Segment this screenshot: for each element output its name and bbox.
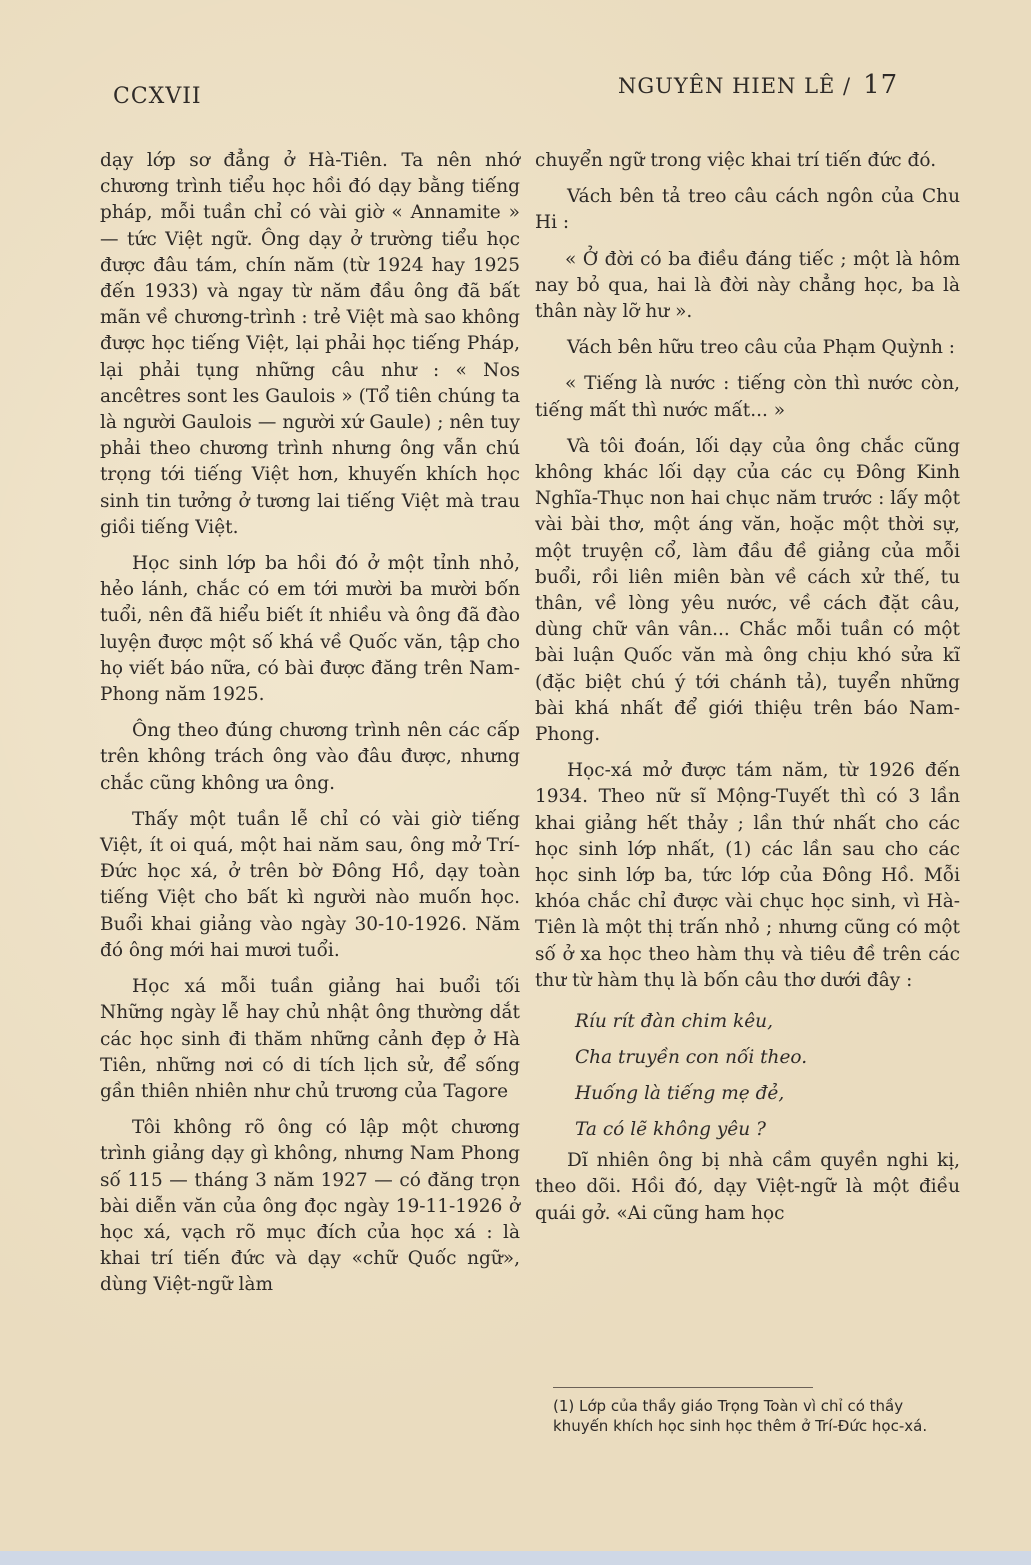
quotation: « Ở đời có ba điều đáng tiếc ; một là hôm nay bỏ qua, hai là đời này chẳng học, ba là thân này lỡ hư ». — [535, 248, 960, 323]
paragraph: chuyển ngữ trong việc khai trí tiến đức đó. — [535, 150, 937, 171]
paragraph: Ông theo đúng chương trình nên các cấp trên không trách ông vào đâu được, nhưng chắc cũng không ưa ông. — [100, 720, 520, 794]
footnote-divider — [553, 1387, 813, 1388]
scan-edge — [0, 1551, 1031, 1565]
paragraph: Thấy một tuần lễ chỉ có vài giờ tiếng Việt, ít oi quá, một hai năm sau, ông mở Trí-Đức học xá, ở trên bờ Đông Hồ, dạy toàn tiếng Việt cho bất kì người nào muốn học. Buổi khai giảng vào ngày 30-10-1926. Năm đó ông mới hai mươi tuổi. — [100, 808, 520, 961]
paragraph: Học-xá mở được tám năm, từ 1926 đến 1934. Theo nữ sĩ Mộng-Tuyết thì có 3 lần khai giảng hết thảy ; lần thứ nhất cho các học sinh lớp nhất, (1) các lần sau cho các học sinh lớp ba, tức lớp của Đông Hồ. Mỗi khóa chắc chỉ được vài chục học sinh, vì Hà-Tiên là một thị trấn nhỏ ; nhưng cũng có một số ở xa học theo hàm thụ và tiêu đề trên các thư từ hàm thụ là bốn câu thơ dưới đây : — [535, 760, 960, 991]
running-head-author: NGUYÊN HIEN LÊ / — [618, 74, 852, 98]
poem — [535, 1004, 960, 1148]
quotation: « Tiếng là nước : tiếng còn thì nước còn, tiếng mất thì nước mất... » — [535, 373, 960, 421]
poem-line: Cha truyền con nối theo. — [575, 1047, 808, 1069]
poem-line: Ríu rít đàn chim kêu, — [575, 1011, 773, 1033]
paragraph: Dĩ nhiên ông bị nhà cầm quyền nghi kị, theo dõi. Hồi đó, dạy Việt-ngữ là một điều quái gở. «Ai cũng ham học — [535, 1150, 960, 1224]
paragraph: Vách bên tả treo câu cách ngôn của Chu Hi : — [535, 186, 960, 234]
paragraph: Học sinh lớp ba hồi đó ở một tỉnh nhỏ, hẻo lánh, chắc có em tới mười ba mười bốn tuổi, nên đã hiểu biết ít nhiều và ông đã đào luyện được một số khá về Quốc văn, tập cho họ viết báo nữa, có bài được đăng trên Nam-Phong năm 1925. — [100, 553, 520, 706]
paragraph: Vách bên hữu treo câu của Phạm Quỳnh : — [567, 337, 955, 359]
page-number: 17 — [863, 70, 899, 100]
right-column — [535, 148, 960, 1227]
left-column — [100, 148, 520, 1299]
footnote: (1) Lớp của thầy giáo Trọng Toàn vì chỉ có thầy khuyến khích học sinh học thêm ở Trí-Đức học-xá. — [553, 1397, 928, 1435]
running-head-left: CCXVII — [113, 84, 202, 109]
paragraph: Tôi không rõ ông có lập một chương trình giảng dạy gì không, nhưng Nam Phong số 115 — tháng 3 năm 1927 — có đăng trọn bài diễn văn của ông đọc ngày 19-11-1926 ở học xá, vạch rõ mục đích của học xá : là khai trí tiến đức và dạy «chữ Quốc ngữ», dùng Việt-ngữ làm — [100, 1117, 520, 1296]
poem-line: Ta có lẽ không yêu ? — [575, 1119, 766, 1141]
poem-line: Huống là tiếng mẹ đẻ, — [575, 1083, 785, 1105]
paragraph: Học xá mỗi tuần giảng hai buổi tối Những ngày lễ hay chủ nhật ông thường dắt các học sinh đi thăm những cảnh đẹp ở Hà Tiên, những nơi có di tích lịch sử, để sống gần thiên nhiên như chủ trương của Tagore — [100, 976, 520, 1102]
running-head-right — [618, 70, 898, 100]
paragraph: Và tôi đoán, lối dạy của ông chắc cũng không khác lối dạy của các cụ Đông Kinh Nghĩa-Thục non hai chục năm trước : lấy một vài bài thơ, một áng văn, hoặc một thời sự, một truyện cổ, làm đầu đề giảng của mỗi buổi, rồi liên miên bàn về cách xử thế, tu thân, về lòng yêu nước, về cách đặt câu, dùng chữ vân vân... Chắc mỗi tuần có một bài luận Quốc văn mà ông chịu khó sửa kĩ (đặc biệt chú ý tới chánh tả), tuyển những bài khá nhất để giới thiệu trên báo Nam-Phong. — [535, 435, 960, 746]
paragraph: dạy lớp sơ đẳng ở Hà-Tiên. Ta nên nhớ chương trình tiểu học hồi đó dạy bằng tiếng pháp, mỗi tuần chỉ có vài giờ « Annamite » — tức Việt ngữ. Ông dạy ở trường tiểu học được đâu tám, chín năm (từ 1924 hay 1925 đến 1933) và ngay từ năm đầu ông đã bất mãn về chương-trình : trẻ Việt mà sao không được học tiếng Việt, lại phải học tiếng Pháp, lại phải tụng những câu như : « Nos ancêtres sont les Gaulois » (Tổ tiên chúng ta là người Gaulois — người xứ Gaule) ; nên tuy phải theo chương trình nhưng ông vẫn chú trọng tới tiếng Việt hơn, khuyến khích học sinh tin tưởng ở tương lai tiếng Việt mà trau giồi tiếng Việt. — [100, 150, 520, 538]
